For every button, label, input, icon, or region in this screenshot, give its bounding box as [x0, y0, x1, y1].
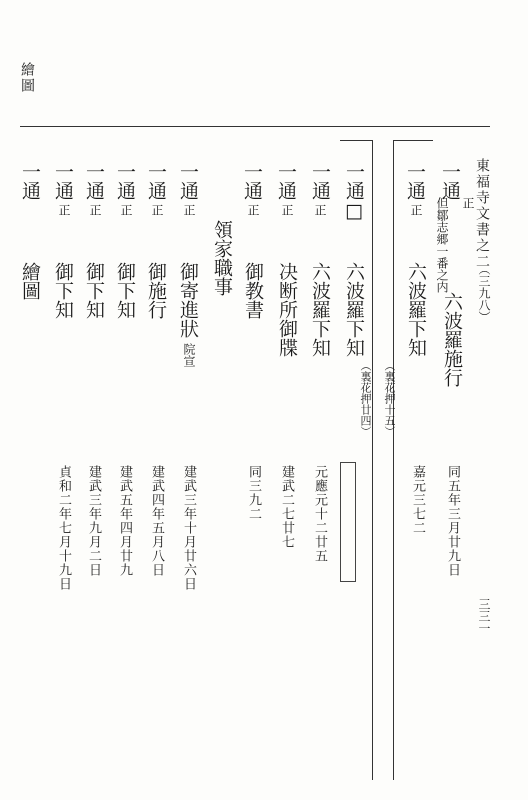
entry-title: 六波羅下知 — [405, 262, 427, 357]
entry-tag: 正 — [88, 204, 102, 216]
entry-tag: 正 — [182, 204, 196, 216]
seal-note: （裏花押廿四） — [359, 360, 372, 437]
bracket-line-right — [393, 140, 394, 780]
entry-title: 御下知 — [114, 262, 136, 319]
page-number: 三三一 — [477, 598, 491, 634]
entry-head: 一通 — [177, 162, 199, 200]
entry-tag: 正 — [409, 204, 423, 216]
bracket-top-left — [340, 140, 373, 141]
entry-tag: 正 — [313, 204, 327, 216]
bracket-top-right — [393, 140, 433, 141]
entry-head: 一通 — [309, 162, 331, 200]
entry-head: 一通 — [404, 162, 426, 200]
section-heading: 領家職事 — [211, 220, 233, 296]
entry-date: 建武五年四月廿九 — [117, 465, 132, 577]
bracket-line-left — [372, 140, 373, 780]
entry-title: 六波羅下知 — [309, 262, 331, 357]
entry-annotation: 但鄒志郷一番之内 — [435, 197, 449, 293]
seal-note: （裏花押十五） — [383, 360, 396, 437]
entry-head: 一通 — [83, 162, 105, 200]
entry-title: 六波羅施行 — [441, 292, 463, 387]
entry-date: 建武三年九月二日 — [86, 465, 101, 577]
entry-title: 御寄進狀 — [177, 262, 199, 338]
entry-head: 一通□ — [343, 162, 365, 222]
book-title: 東福寺文書之二 — [474, 158, 490, 270]
entry-tag: 正 — [246, 204, 260, 216]
entry-title: 六波羅下知 — [343, 262, 365, 357]
entry-head: 一通 — [19, 162, 41, 200]
entry-head: 一通 — [52, 162, 74, 200]
entry-tag: 正 — [119, 204, 133, 216]
entry-tag: 正 — [280, 204, 294, 216]
entry-title: 繪圖 — [19, 262, 41, 300]
entry-title: 御施行 — [145, 262, 167, 319]
entry-title: 御下知 — [83, 262, 105, 319]
entry-head: 一通 — [114, 162, 136, 200]
entry-date: 建武三年十月廿六日 — [181, 465, 196, 591]
entry-tag: 正 — [150, 204, 164, 216]
entry-title: 御教書 — [242, 262, 264, 319]
entry-head: 一通 — [275, 162, 297, 200]
entry-date: 同三九二 — [246, 465, 261, 521]
entry-head: 一通 — [439, 162, 461, 200]
entry-tag: 正 — [57, 204, 71, 216]
left-running-head: 繪圖 — [19, 62, 35, 94]
header-rule — [20, 126, 490, 127]
entry-annotation: 院宣 — [182, 343, 196, 367]
entry-title: 决断所御牒 — [276, 262, 298, 357]
entry-date: 建武二七廿七 — [279, 465, 294, 549]
entry-date: 嘉元三七二 — [410, 465, 425, 535]
entry-title: 御下知 — [52, 262, 74, 319]
entry-head: 一通 — [145, 162, 167, 200]
entry-date: 同五年三月廿九日 — [445, 465, 460, 577]
entry-date: 元應元十二廿五 — [312, 465, 327, 563]
entry-tag: 正 — [461, 197, 475, 209]
entry-date: 貞和二年七月十九日 — [56, 465, 71, 591]
entry-head: 一通 — [241, 162, 263, 200]
blank-box — [340, 462, 356, 582]
entry-date: 建武四年五月八日 — [149, 465, 164, 577]
section-number: （三九八） — [477, 263, 491, 323]
